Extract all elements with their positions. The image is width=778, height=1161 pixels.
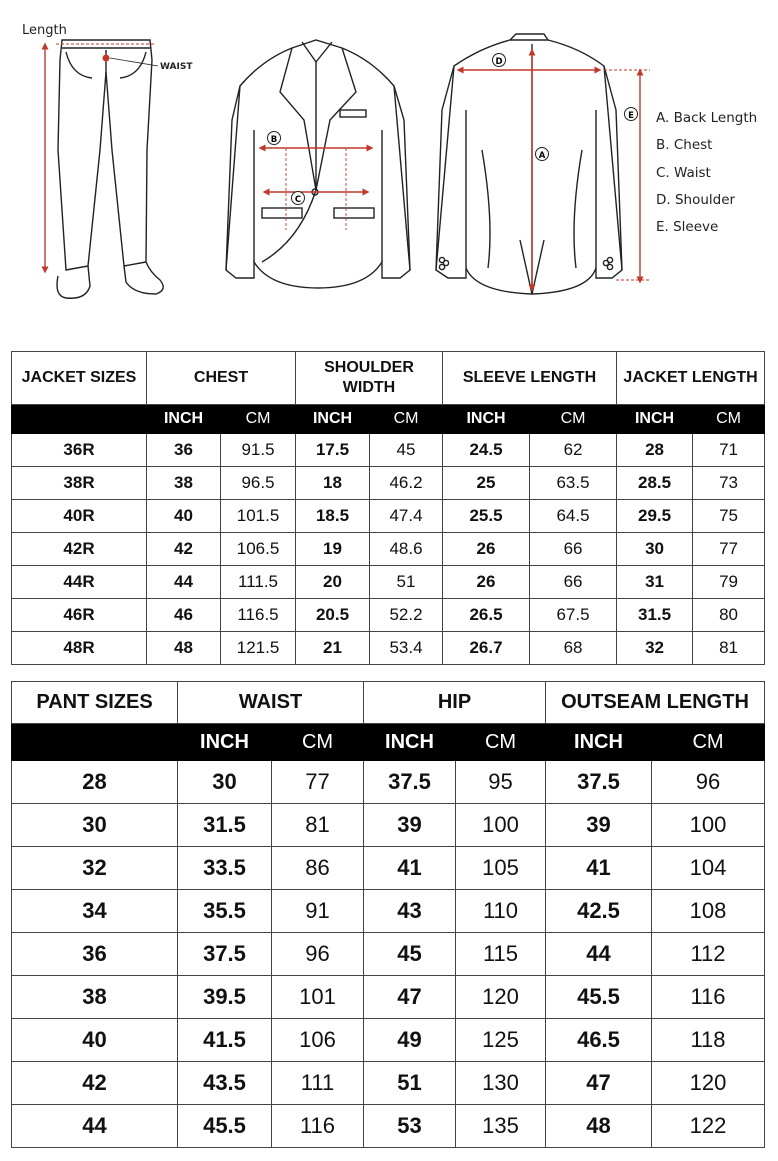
table-row [12,533,765,566]
table-cell: 24.5 [443,434,530,467]
unit-cm: CM [693,405,765,434]
table-cell: 62 [530,434,617,467]
table-cell: 41 [364,847,456,890]
table-cell: 121.5 [221,632,296,665]
size-cell: 40 [12,1019,178,1062]
table-cell: 91 [272,890,364,933]
table-cell: 95 [456,761,546,804]
table-cell: 46.2 [370,467,443,500]
legend-item-chest: B. Chest [656,137,713,154]
size-cell: 46R [12,599,147,632]
table-cell: 63.5 [530,467,617,500]
table-cell: 37.5 [364,761,456,804]
table-row [12,1105,765,1148]
marker-e [625,108,638,122]
unit-cm: CM [370,405,443,434]
waist-header: WAIST [178,682,364,724]
sleeve-length-header: SLEEVE LENGTH [443,352,617,405]
table-cell: 86 [272,847,364,890]
table-cell: 49 [364,1019,456,1062]
svg-text:B: B [270,135,278,145]
table-cell: 101 [272,976,364,1019]
size-cell: 42R [12,533,147,566]
size-cell: 38R [12,467,147,500]
table-cell: 45 [364,933,456,976]
legend-item-sleeve: E. Sleeve [656,219,719,236]
measurement-legend [656,108,757,244]
table-cell: 47.4 [370,500,443,533]
table-cell: 48.6 [370,533,443,566]
unit-blank [12,724,178,761]
table-cell: 77 [693,533,765,566]
table-row [12,804,765,847]
table-row [12,467,765,500]
table-cell: 37.5 [178,933,272,976]
table-cell: 20.5 [296,599,370,632]
table-cell: 40 [147,500,221,533]
table-cell: 110 [456,890,546,933]
unit-cm: CM [456,724,546,761]
legend-item-back-length: A. Back Length [656,110,758,126]
table-row [12,434,765,467]
table-cell: 18.5 [296,500,370,533]
unit-inch: INCH [546,724,652,761]
table-cell: 46 [147,599,221,632]
svg-text:A: A [538,151,546,161]
pant-size-table [11,681,765,1148]
table-row [12,1062,765,1105]
table-cell: 45 [370,434,443,467]
table-cell: 30 [617,533,693,566]
unit-inch: INCH [178,724,272,761]
table-cell: 81 [272,804,364,847]
table-cell: 44 [147,566,221,599]
table-cell: 28 [617,434,693,467]
pant-unit-row [12,724,765,761]
table-cell: 122 [652,1105,765,1148]
table-cell: 47 [546,1062,652,1105]
size-cell: 34 [12,890,178,933]
size-cell: 36R [12,434,147,467]
table-cell: 43.5 [178,1062,272,1105]
marker-a [536,148,549,162]
table-row [12,890,765,933]
table-cell: 135 [456,1105,546,1148]
table-cell: 66 [530,533,617,566]
svg-text:C: C [294,195,302,205]
table-cell: 26.5 [443,599,530,632]
jacket-unit-row [12,405,765,434]
marker-c [292,192,305,206]
legend-item-waist: C. Waist [656,164,711,181]
unit-cm: CM [272,724,364,761]
table-cell: 104 [652,847,765,890]
table-cell: 66 [530,566,617,599]
table-cell: 125 [456,1019,546,1062]
table-cell: 20 [296,566,370,599]
size-cell: 42 [12,1062,178,1105]
table-cell: 29.5 [617,500,693,533]
jacket-back-drawing [436,34,622,294]
jacket-front-drawing [226,40,410,288]
table-cell: 26 [443,566,530,599]
table-cell: 18 [296,467,370,500]
table-row [12,1019,765,1062]
table-cell: 116 [652,976,765,1019]
table-cell: 48 [546,1105,652,1148]
table-row [12,632,765,665]
table-cell: 100 [652,804,765,847]
size-cell: 44R [12,566,147,599]
waist-label: WAIST [160,62,193,72]
table-cell: 26 [443,533,530,566]
jacket-size-table [11,351,765,665]
table-cell: 45.5 [546,976,652,1019]
table-cell: 108 [652,890,765,933]
size-cell: 38 [12,976,178,1019]
unit-cm: CM [221,405,296,434]
table-row [12,847,765,890]
table-cell: 120 [456,976,546,1019]
table-cell: 35.5 [178,890,272,933]
unit-inch: INCH [147,405,221,434]
size-cell: 28 [12,761,178,804]
table-cell: 101.5 [221,500,296,533]
table-row [12,933,765,976]
table-cell: 118 [652,1019,765,1062]
table-cell: 39.5 [178,976,272,1019]
jacket-header-row [12,352,765,405]
table-cell: 33.5 [178,847,272,890]
table-cell: 41.5 [178,1019,272,1062]
svg-text:D: D [495,57,503,67]
jacket-sizes-header: JACKET SIZES [12,352,147,405]
table-cell: 106.5 [221,533,296,566]
table-cell: 26.7 [443,632,530,665]
table-cell: 71 [693,434,765,467]
table-cell: 96 [272,933,364,976]
unit-inch: INCH [364,724,456,761]
outseam-length-header: OUTSEAM LENGTH [546,682,765,724]
table-cell: 28.5 [617,467,693,500]
table-cell: 39 [364,804,456,847]
size-cell: 32 [12,847,178,890]
table-cell: 21 [296,632,370,665]
table-row [12,761,765,804]
marker-d [493,54,506,68]
table-cell: 130 [456,1062,546,1105]
table-cell: 25 [443,467,530,500]
pants-drawing [57,40,163,298]
table-cell: 51 [364,1062,456,1105]
jacket-length-header: JACKET LENGTH [617,352,765,405]
legend-item-shoulder: D. Shoulder [656,191,736,208]
table-cell: 75 [693,500,765,533]
table-cell: 39 [546,804,652,847]
size-cell: 36 [12,933,178,976]
unit-cm: CM [652,724,765,761]
shoulder-width-header: SHOULDER WIDTH [296,352,443,405]
table-cell: 111.5 [221,566,296,599]
table-cell: 91.5 [221,434,296,467]
table-cell: 100 [456,804,546,847]
table-cell: 44 [546,933,652,976]
table-row [12,976,765,1019]
table-cell: 25.5 [443,500,530,533]
table-cell: 67.5 [530,599,617,632]
unit-inch: INCH [617,405,693,434]
pant-header-row [12,682,765,724]
table-cell: 36 [147,434,221,467]
table-cell: 68 [530,632,617,665]
table-cell: 38 [147,467,221,500]
table-cell: 41 [546,847,652,890]
table-cell: 45.5 [178,1105,272,1148]
size-cell: 30 [12,804,178,847]
marker-b [268,132,281,146]
unit-cm: CM [530,405,617,434]
table-cell: 111 [272,1062,364,1105]
table-cell: 96.5 [221,467,296,500]
table-cell: 19 [296,533,370,566]
unit-blank [12,405,147,434]
table-cell: 43 [364,890,456,933]
hip-header: HIP [364,682,546,724]
table-cell: 51 [370,566,443,599]
table-cell: 64.5 [530,500,617,533]
unit-inch: INCH [443,405,530,434]
table-cell: 80 [693,599,765,632]
table-cell: 105 [456,847,546,890]
table-cell: 115 [456,933,546,976]
table-cell: 48 [147,632,221,665]
table-cell: 32 [617,632,693,665]
table-cell: 81 [693,632,765,665]
size-cell: 44 [12,1105,178,1148]
table-cell: 42 [147,533,221,566]
table-cell: 42.5 [546,890,652,933]
table-cell: 47 [364,976,456,1019]
table-row [12,500,765,533]
table-cell: 31 [617,566,693,599]
table-cell: 79 [693,566,765,599]
pant-table-body [12,761,765,1148]
jacket-table-body [12,434,765,665]
svg-text:E: E [628,111,634,121]
table-cell: 112 [652,933,765,976]
table-cell: 73 [693,467,765,500]
table-cell: 17.5 [296,434,370,467]
pant-sizes-header: PANT SIZES [12,682,178,724]
table-cell: 30 [178,761,272,804]
table-row [12,599,765,632]
table-cell: 96 [652,761,765,804]
table-cell: 106 [272,1019,364,1062]
chest-header: CHEST [147,352,296,405]
unit-inch: INCH [296,405,370,434]
table-cell: 53.4 [370,632,443,665]
size-cell: 40R [12,500,147,533]
pants-measure-lines [45,44,158,270]
measurement-illustrations [0,0,778,340]
table-row [12,566,765,599]
table-cell: 77 [272,761,364,804]
table-cell: 52.2 [370,599,443,632]
size-cell: 48R [12,632,147,665]
table-cell: 31.5 [617,599,693,632]
table-cell: 116 [272,1105,364,1148]
table-cell: 120 [652,1062,765,1105]
table-cell: 37.5 [546,761,652,804]
table-cell: 116.5 [221,599,296,632]
table-cell: 46.5 [546,1019,652,1062]
table-cell: 31.5 [178,804,272,847]
table-cell: 53 [364,1105,456,1148]
length-label: Length [22,23,67,38]
